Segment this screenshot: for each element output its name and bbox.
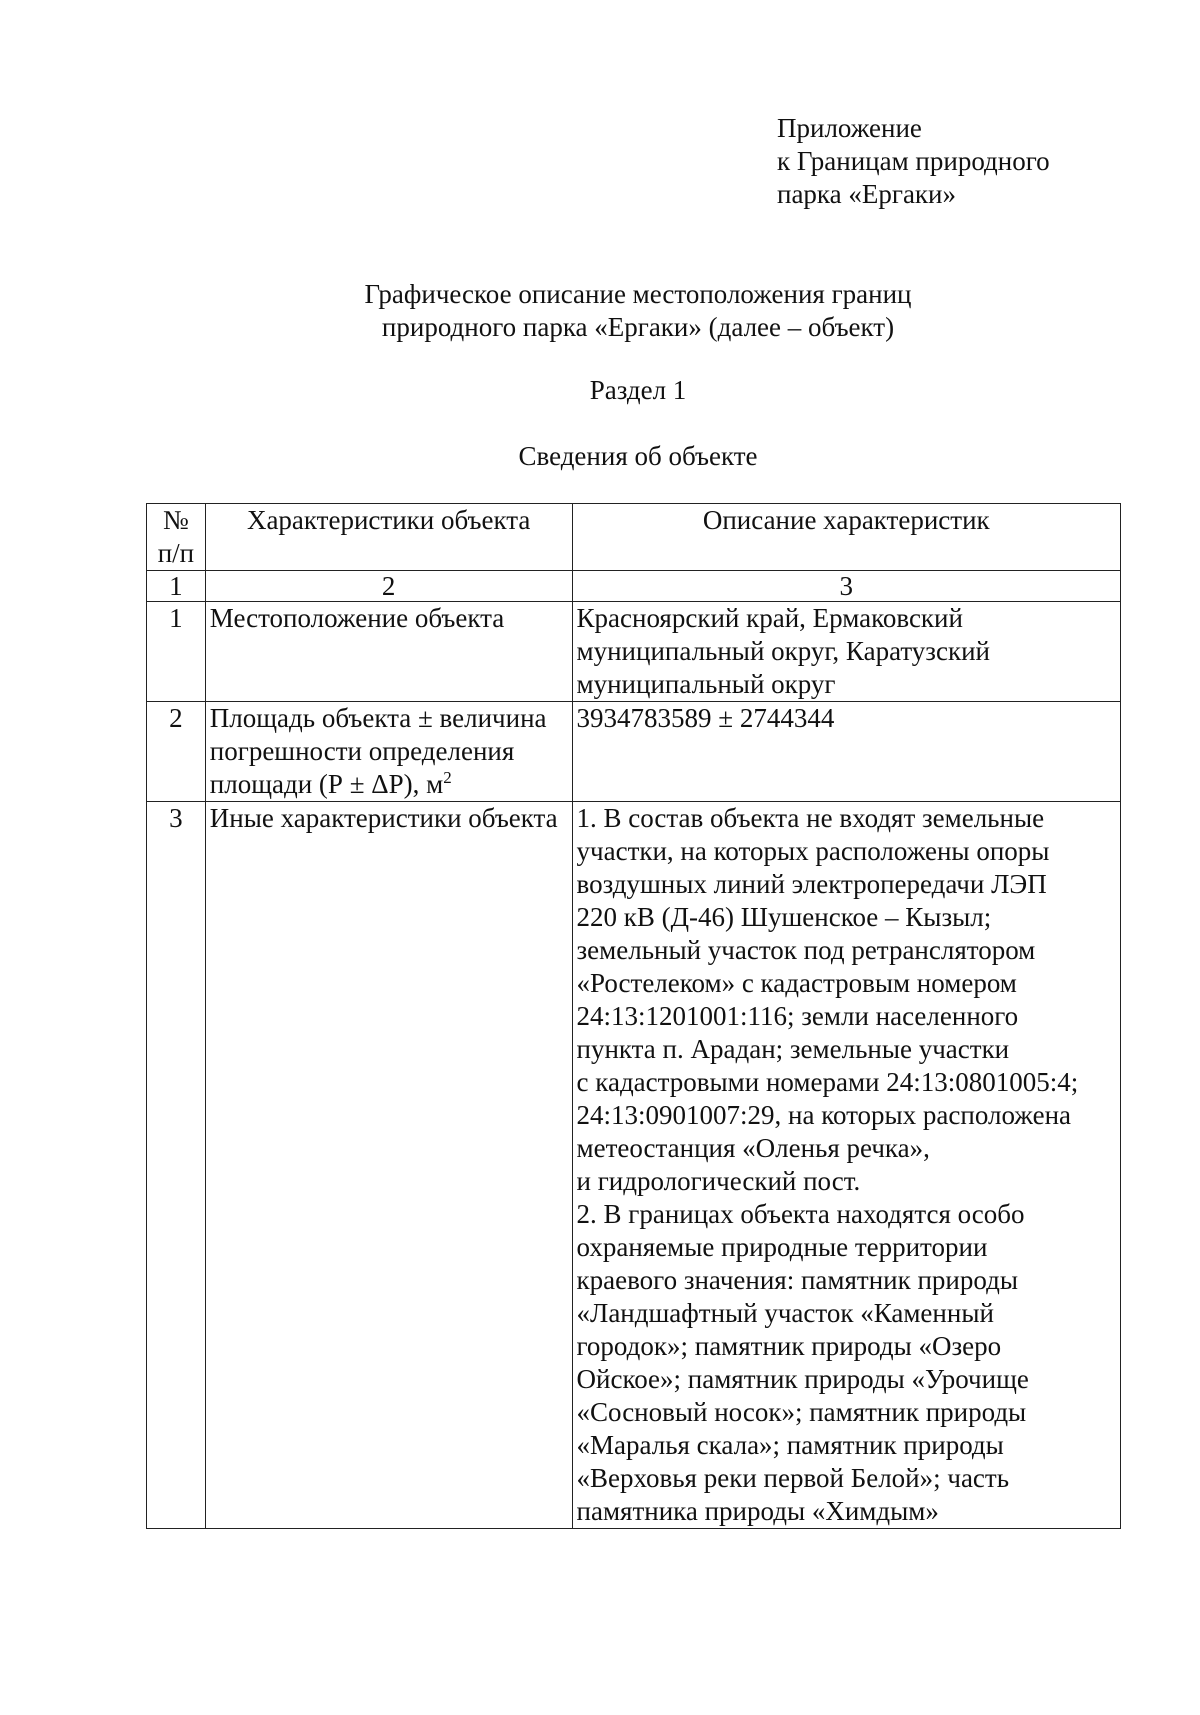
header-number: № п/п xyxy=(147,504,206,571)
description-line: «Ландшафтный участок «Каменный xyxy=(576,1298,994,1328)
document-title-line: природного парка «Ергаки» (далее – объект) xyxy=(381,312,895,342)
section-heading: Раздел 1 xyxy=(589,375,687,405)
row-number: 2 xyxy=(147,702,206,802)
description-line: метеостанция «Оленья речка», xyxy=(576,1133,930,1163)
row-description: Красноярский край, Ермаковский муниципальный округ, Каратузский муниципальный округ xyxy=(572,602,1120,702)
section-subtitle: Сведения об объекте xyxy=(518,441,758,471)
description-line: и гидрологический пост. xyxy=(576,1166,861,1196)
row-characteristic: Местоположение объекта xyxy=(205,602,572,702)
description-line: 2. В границах объекта находятся особо xyxy=(576,1199,1025,1229)
description-line: «Верховья реки первой Белой»; часть xyxy=(576,1463,1010,1493)
description-line: с кадастровыми номерами 24:13:0801005:4; xyxy=(576,1067,1079,1097)
description-line: охраняемые природные территории xyxy=(576,1232,988,1262)
appendix-heading xyxy=(777,112,1050,211)
index-cell: 2 xyxy=(205,571,572,602)
table-header-row xyxy=(147,504,1121,571)
table-row xyxy=(147,702,1121,802)
description-line: 24:13:0901007:29, на которых расположена xyxy=(576,1100,1072,1130)
row-number: 3 xyxy=(147,802,206,1529)
document-title-line: Графическое описание местоположения границ xyxy=(364,279,912,309)
description-line: воздушных линий электропередачи ЛЭП xyxy=(576,869,1047,899)
appendix-line: Приложение xyxy=(777,113,922,143)
row-characteristic xyxy=(205,702,572,802)
row-description xyxy=(572,802,1120,1529)
index-cell: 1 xyxy=(147,571,206,602)
document-title xyxy=(0,278,1200,344)
row-description: 3934783589 ± 2744344 xyxy=(572,702,1120,802)
row-number: 1 xyxy=(147,602,206,702)
description-line: «Сосновый носок»; памятник природы xyxy=(576,1397,1027,1427)
index-cell: 3 xyxy=(572,571,1120,602)
header-characteristics: Характеристики объекта xyxy=(205,504,572,571)
description-line: «Маралья скала»; памятник природы xyxy=(576,1430,1004,1460)
description-line: пункта п. Арадан; земельные участки xyxy=(576,1034,1010,1064)
table-row xyxy=(147,602,1121,702)
appendix-line: парка «Ергаки» xyxy=(777,179,956,209)
description-line: памятника природы «Химдым» xyxy=(576,1496,939,1526)
description-line: «Ростелеком» с кадастровым номером xyxy=(576,968,1017,998)
description-line: 24:13:1201001:116; земли населенного xyxy=(576,1001,1019,1031)
description-line: 220 кВ (Д-46) Шушенское – Кызыл; xyxy=(576,902,992,932)
description-line: краевого значения: памятник природы xyxy=(576,1265,1018,1295)
description-line: 1. В состав объекта не входят земельные xyxy=(576,803,1045,833)
description-line: Ойское»; памятник природы «Урочище xyxy=(576,1364,1029,1394)
description-line: земельный участок под ретранслятором xyxy=(576,935,1036,965)
description-line: городок»; памятник природы «Озеро xyxy=(576,1331,1002,1361)
appendix-line: к Границам природного xyxy=(777,146,1050,176)
description-line: участки, на которых расположены опоры xyxy=(576,836,1050,866)
header-description: Описание характеристик xyxy=(572,504,1120,571)
object-info-table xyxy=(146,503,1121,1529)
area-label: Площадь объекта ± величина погрешности определения площади (Р ± ΔР), м xyxy=(209,703,547,799)
table-row xyxy=(147,802,1121,1529)
table-index-row xyxy=(147,571,1121,602)
area-unit-exponent: 2 xyxy=(443,768,452,787)
row-characteristic: Иные характеристики объекта xyxy=(205,802,572,1529)
